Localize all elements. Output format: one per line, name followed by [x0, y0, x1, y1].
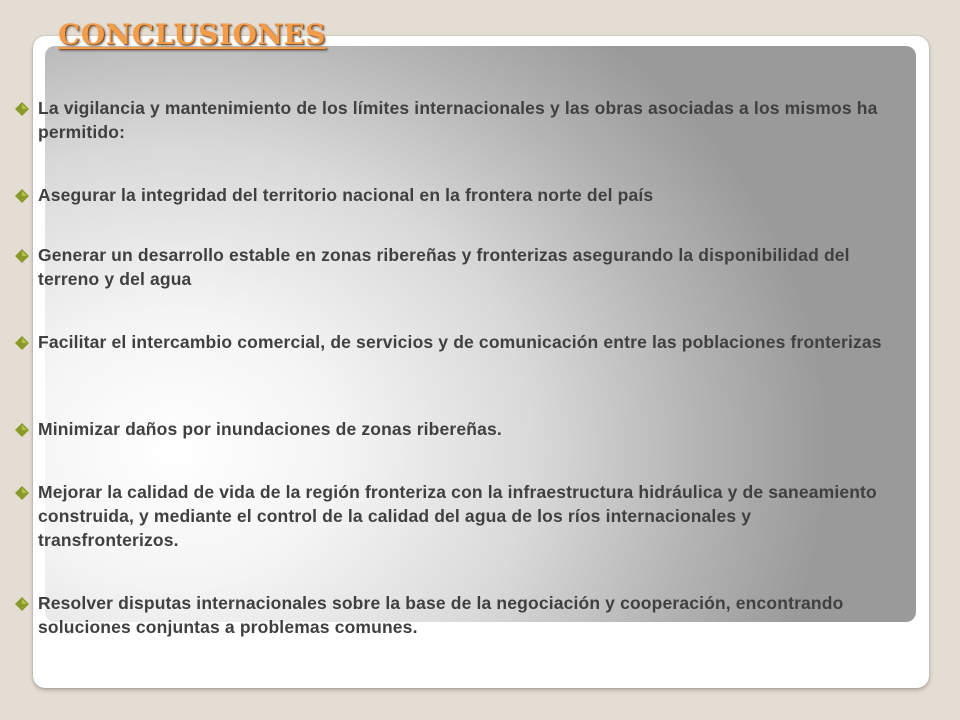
- bullet-text: Facilitar el intercambio comercial, de servicios y de comunicación entre las poblaciones fronterizas: [38, 332, 882, 352]
- bullet-item: [12, 330, 882, 354]
- diamond-icon: [12, 183, 38, 203]
- bullet-item: [12, 243, 882, 291]
- diamond-icon: [12, 243, 38, 263]
- diamond-icon: [12, 330, 38, 350]
- bullet-text: Mejorar la calidad de vida de la región fronteriza con la infraestructura hidráulica y de saneamiento construida, y mediante el control de la calidad del agua de los ríos internacionales y transfronterizos.: [38, 482, 877, 550]
- diamond-icon: [12, 96, 38, 116]
- bullet-text: Resolver disputas internacionales sobre la base de la negociación y cooperación, encontrando soluciones conjuntas a problemas comunes.: [38, 593, 844, 637]
- bullet-item: [12, 591, 882, 639]
- diamond-icon: [12, 591, 38, 611]
- bullet-item: [12, 480, 882, 552]
- bullet-item: [12, 417, 882, 441]
- bullet-text: La vigilancia y mantenimiento de los límites internacionales y las obras asociadas a los mismos ha permitido:: [38, 98, 878, 142]
- diamond-icon: [12, 480, 38, 500]
- slide-title: CONCLUSIONES: [58, 18, 326, 51]
- bullet-item: [12, 183, 882, 207]
- bullet-text: Generar un desarrollo estable en zonas ribereñas y fronterizas asegurando la disponibilidad del terreno y del agua: [38, 245, 850, 289]
- diamond-icon: [12, 417, 38, 437]
- bullet-text: Minimizar daños por inundaciones de zonas ribereñas.: [38, 419, 502, 439]
- bullet-item: [12, 96, 882, 144]
- bullet-text: Asegurar la integridad del territorio nacional en la frontera norte del país: [38, 185, 654, 205]
